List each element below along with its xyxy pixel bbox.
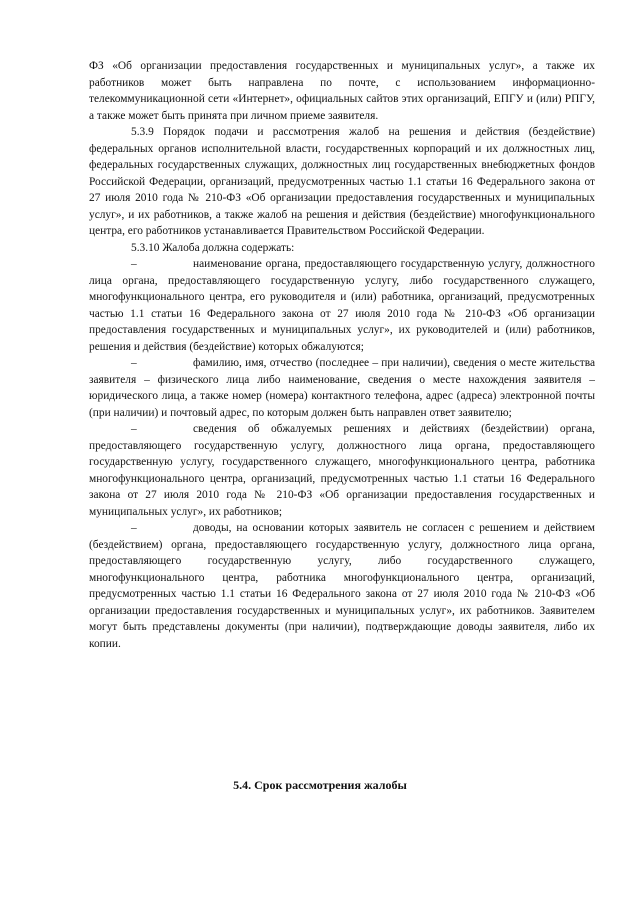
- list-item: [89, 256, 595, 355]
- list-dash: –: [131, 522, 137, 534]
- list-item-text: сведения об обжалуемых решениях и действиях (бездействии) органа, предоставляющего государственную услугу, должностного лица органа, предоставляющего государственную услугу, государственного служащего, многофункционального центра, работника многофункционального центра, организаций, предусмотренных частью 1.1 статьи 16 Федерального закона от 27 июля 2010 года № 210-ФЗ «Об организации предоставления государственных и муниципальных услуг», их работников;: [89, 423, 595, 518]
- section-heading: 5.4. Срок рассмотрения жалобы: [233, 778, 407, 792]
- list-item: [89, 421, 595, 520]
- list-item-text: наименование органа, предоставляющего государственную услугу, должностного лица органа, предоставляющего государственную услугу, либо государственного служащего, многофункционального центра, его руководителя и (или) работника, организаций, предусмотренных частью 1.1 статьи 16 Федерального закона от 27 июля 2010 года № 210-ФЗ «Об организации предоставления государственных и муниципальных услуг», их руководителей и (или) работников, решения и действия (бездействие) которых обжалуются;: [89, 258, 595, 353]
- list-item: [89, 355, 595, 421]
- list-item: [89, 520, 595, 652]
- paragraph-5-3-10: 5.3.10 Жалоба должна содержать:: [131, 241, 295, 254]
- body-text: [89, 58, 595, 652]
- list-dash: –: [131, 423, 137, 435]
- list-item-text: фамилию, имя, отчество (последнее – при наличии), сведения о месте жительства заявителя – физического лица либо наименование, сведения о месте нахождения заявителя – юридического лица, а также номер (номера) контактного телефона, адрес (адреса) электронной почты (при наличии) и почтовый адрес, по которым должен быть направлен ответ заявителю;: [89, 357, 595, 419]
- paragraph-5-3-9: 5.3.9 Порядок подачи и рассмотрения жалоб на решения и действия (бездействие) федеральных органов исполнительной власти, государственных корпораций и их должностных лиц, федеральных государственных служащих, должностных лиц государственных внебюджетных фондов Российской Федерации, организаций, предусмотренных частью 1.1 статьи 16 Федерального закона от 27 июля 2010 года № 210-ФЗ «Об организации предоставления государственных и муниципальных услуг», и их работников, а также жалоб на решения и действия (бездействие) многофункционального центра, его работников устанавливается Правительством Российской Федерации.: [89, 126, 595, 237]
- paragraph-continuation: ФЗ «Об организации предоставления государственных и муниципальных услуг», а также их работников может быть направлена по почте, с использованием информационно-телекоммуникационной сети «Интернет», официальных сайтов этих организаций, ЕПГУ и (или) РПГУ, а также может быть принята при личном приеме заявителя.: [89, 60, 595, 122]
- list-dash: –: [131, 357, 137, 369]
- list-item-text: доводы, на основании которых заявитель не согласен с решением и действием (бездействием) органа, предоставляющего государственную услугу, должностного лица органа, предоставляющего государственную услугу, либо государственного служащего, многофункционального центра, работника многофункционального центра, организаций, предусмотренных частью 1.1 статьи 16 Федерального закона от 27 июля 2010 года № 210-ФЗ «Об организации предоставления государственных и муниципальных услуг», их работников. Заявителем могут быть представлены документы (при наличии), подтверждающие доводы заявителя, либо их копии.: [89, 522, 595, 650]
- list-dash: –: [131, 258, 137, 270]
